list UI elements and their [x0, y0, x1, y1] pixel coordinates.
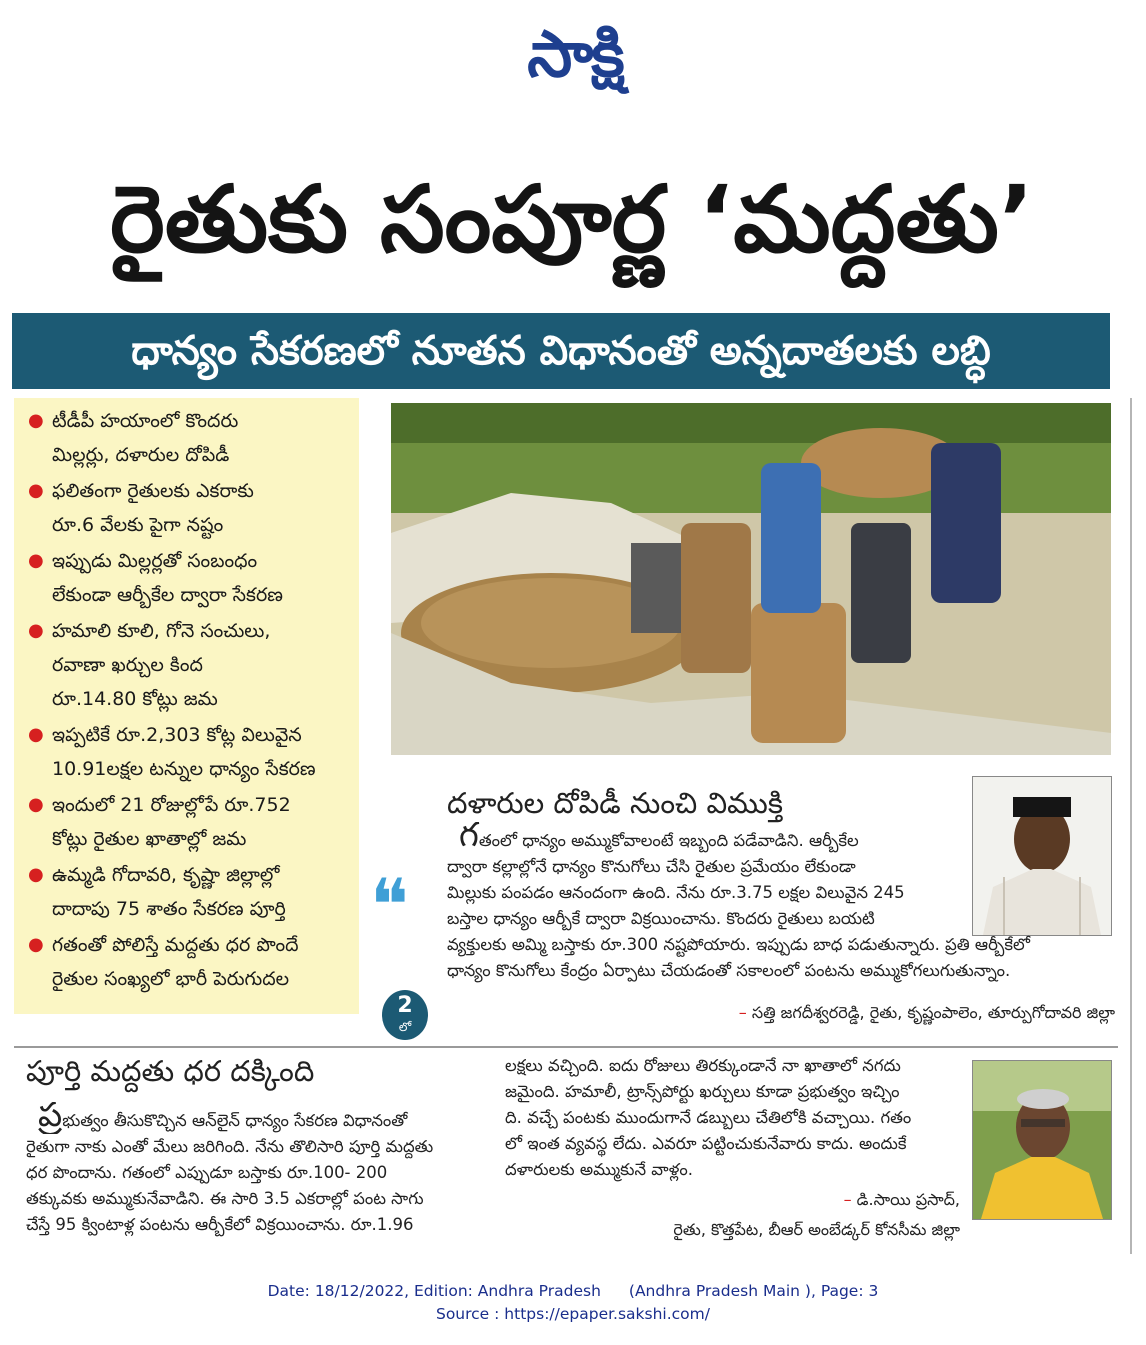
- footer-date: Date: 18/12/2022, Edition: Andhra Pradesh: [267, 1282, 601, 1300]
- highlight-point: [28, 544, 354, 612]
- body-text: దళారులకు అమ్ముకునే వాళ్లం.: [505, 1160, 693, 1179]
- footer-edition-page: (Andhra Pradesh Main ), Page: 3: [628, 1282, 879, 1300]
- highlight-line: దాదాపు 75 శాతం సేకరణ పూర్తి: [52, 898, 286, 920]
- highlight-line: లేకుండా ఆర్బీకేల ద్వారా సేకరణ: [52, 584, 283, 606]
- bullet-icon: ●: [28, 794, 44, 815]
- highlight-point: [28, 928, 354, 996]
- body-line: [447, 822, 979, 854]
- drop-cap: ప్ర: [38, 1102, 63, 1134]
- highlight-line: ఫలితంగా రైతులకు ఎకరాకు: [52, 480, 254, 502]
- page-headline: రైతుకు సంపూర్ణ ‘మద్దతు’: [110, 166, 1034, 273]
- highlight-point: [28, 858, 354, 926]
- body-text: చేస్తే 95 క్వింటాళ్ల పంటను ఆర్బీకేలో విక్రయించాను. రూ.1.96: [26, 1215, 414, 1234]
- farmer-portrait-2: [972, 1060, 1112, 1220]
- sub-headline-band: ధాన్యం సేకరణలో నూతన విధానంతో అన్నదాతలకు లబ్ధి: [12, 313, 1110, 389]
- body-line: [447, 906, 967, 932]
- bullet-icon: ●: [28, 410, 44, 431]
- highlight-line: గతంతో పోలిస్తే మద్దతు ధర పొందే: [52, 934, 299, 956]
- highlight-line: ఇప్పటికే రూ.2,303 కోట్ల విలువైన: [52, 724, 302, 746]
- body-text: ధాన్యం కొనుగోలు కేంద్రం ఏర్పాటు చేయడంతో సకాలంలో పంటను అమ్ముకోగలుగుతున్నాం.: [447, 961, 1011, 980]
- page-reference-badge: [382, 990, 428, 1040]
- body-line: [447, 854, 967, 880]
- body-line: [505, 1079, 965, 1105]
- quote2-body-left: [26, 1102, 486, 1238]
- sakshi-logo: సాక్షి: [527, 18, 623, 92]
- body-text: జమైంది. హమాలీ, ట్రాన్స్‌పోర్టు ఖర్చులు కూడా ప్రభుత్వం ఇచ్చిం: [505, 1082, 900, 1101]
- bullet-icon: ●: [28, 724, 44, 745]
- body-line: [26, 1102, 498, 1134]
- page-ref-suffix: లో: [398, 1020, 412, 1034]
- highlight-point: [28, 474, 354, 542]
- body-text: బస్తాల ధాన్యం ఆర్బీకే ద్వారా విక్రయించాను. కొందరు రైతులు బయటి: [447, 909, 875, 928]
- body-text: మిల్లుకు పంపడం ఆనందంగా ఉంది. నేను రూ.3.75 లక్షల విలువైన 245: [447, 883, 905, 902]
- quote1-body: [447, 822, 1030, 984]
- bullet-icon: ●: [28, 620, 44, 641]
- signature-dash: –: [843, 1190, 857, 1209]
- bullet-icon: ●: [28, 480, 44, 501]
- highlight-line: మిల్లర్లు, దళారుల దోపిడీ: [52, 444, 230, 466]
- quote2-signature-place: రైతు, కొత్తపేట, బీఆర్ అంబేడ్కర్ కోనసీమ జిల్లా: [673, 1220, 960, 1239]
- body-line: [505, 1157, 965, 1183]
- footer-date-edition: [0, 1282, 1146, 1300]
- column-rule: [1130, 398, 1132, 1254]
- highlight-point: [28, 718, 354, 786]
- body-line: [447, 932, 1107, 958]
- body-text: ద్వారా కల్లాల్లోనే ధాన్యం కొనుగోలు చేసి రైతుల ప్రమేయం లేకుండా: [447, 857, 856, 876]
- paddy-bags-photo: [391, 403, 1111, 755]
- body-line: [505, 1105, 965, 1131]
- highlights-sidebar: [14, 398, 359, 1014]
- highlight-line: టీడీపీ హయాంలో కొందరు: [52, 410, 239, 432]
- highlight-line: రూ.14.80 కోట్లు జమ: [52, 688, 218, 710]
- body-line: [505, 1053, 965, 1079]
- quote2-signature-name-text: డి.సాయి ప్రసాద్,: [856, 1190, 960, 1209]
- page-ref-number: 2: [397, 993, 413, 1018]
- highlight-line: రవాణా ఖర్చుల కింద: [52, 654, 203, 676]
- body-line: [26, 1134, 486, 1160]
- footer-source[interactable]: Source : https://epaper.sakshi.com/: [435, 1305, 710, 1323]
- highlight-point: [28, 404, 354, 472]
- highlight-line: రైతుల సంఖ్యలో భారీ పెరుగుదల: [52, 968, 290, 990]
- body-text: వ్యక్తులకు అమ్మి బస్తాకు రూ.300 నష్టపోయారు. ఇప్పుడు బాధ పడుతున్నారు. ప్రతి ఆర్బీకేలో: [447, 935, 1030, 954]
- highlight-line: కోట్లు రైతుల ఖాతాల్లో జమ: [52, 828, 247, 850]
- signature-dash: –: [738, 1003, 752, 1022]
- body-text: ధర పొందాను. గతంలో ఎప్పుడూ బస్తాకు రూ.100- 200: [26, 1163, 388, 1182]
- highlight-line: ఇందులో 21 రోజుల్లోపే రూ.752: [52, 794, 291, 816]
- drop-cap: గ: [459, 822, 479, 854]
- body-line: [26, 1160, 486, 1186]
- body-text: రైతుగా నాకు ఎంతో మేలు జరిగింది. నేను తొలిసారి పూర్తి మద్దతు: [26, 1137, 434, 1156]
- body-line: [447, 880, 967, 906]
- body-line: [26, 1186, 486, 1212]
- highlight-point: [28, 788, 354, 856]
- highlight-line: రూ.6 వేలకు పైగా నష్టం: [52, 514, 224, 536]
- body-text: తంలో ధాన్యం అమ్ముకోవాలంటే ఇబ్బంది పడేవాడిని. ఆర్బీకేల: [478, 831, 859, 850]
- body-text: లో ఇంత వ్యవస్థ లేదు. ఎవరూ పట్టించుకునేవారు కాదు. అందుకే: [505, 1134, 907, 1153]
- highlight-line: ఉమ్మడి గోదావరి, కృష్ణా జిల్లాల్లో: [52, 864, 280, 886]
- body-text: ది. వచ్చే పంటకు ముందుగానే డబ్బులు చేతిలోకి వచ్చాయి. గతం: [505, 1108, 912, 1127]
- quote2-signature-name: [790, 1190, 960, 1213]
- body-text: భుత్వం తీసుకొచ్చిన ఆన్‌లైన్ ధాన్యం సేకరణ విధానంతో: [62, 1111, 408, 1130]
- quote1-signature-text: సత్తి జగదీశ్వరరెడ్డి, రైతు, కృష్ణంపాలెం, తూర్పుగోదావరి జిల్లా: [751, 1003, 1115, 1022]
- highlight-point: [28, 614, 354, 716]
- highlight-line: హమాలి కూలి, గోనె సంచులు,: [52, 620, 271, 642]
- farmer-portrait-1: [972, 776, 1112, 936]
- highlight-line: 10.91లక్షల టన్నుల ధాన్యం సేకరణ: [52, 758, 316, 780]
- bullet-icon: ●: [28, 864, 44, 885]
- quote2-title: పూర్తి మద్దతు ధర దక్కింది: [26, 1054, 315, 1088]
- body-line: [26, 1212, 486, 1238]
- body-line: [447, 958, 1107, 984]
- quote1-title: దళారుల దోపిడీ నుంచి విముక్తి: [447, 786, 783, 820]
- body-text: తక్కువకు అమ్ముకునేవాడిని. ఈ సారి 3.5 ఎకరాల్లో పంట సాగు: [26, 1189, 424, 1208]
- section-divider: [14, 1046, 1118, 1048]
- body-line: [505, 1131, 965, 1157]
- highlight-line: ఇప్పుడు మిల్లర్లతో సంబంధం: [52, 550, 258, 572]
- body-text: లక్షలు వచ్చింది. ఐదు రోజులు తిరక్కుండానే నా ఖాతాలో నగదు: [505, 1056, 901, 1075]
- quote1-signature: [560, 1003, 1115, 1026]
- quote2-body-right: [505, 1053, 965, 1183]
- bullet-icon: ●: [28, 934, 44, 955]
- bullet-icon: ●: [28, 550, 44, 571]
- quote-mark-icon: ❝: [370, 863, 409, 947]
